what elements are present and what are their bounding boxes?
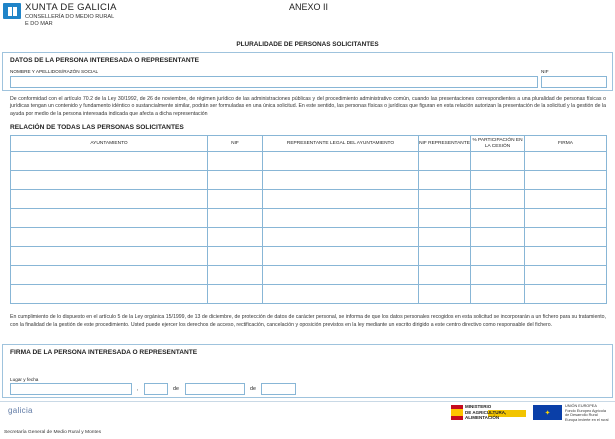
column-header-representante: REPRESENTANTE LEGAL DEL AYUNTAMIENTO [263,136,419,152]
column-header-firma: FIRMA [525,136,607,152]
brand-department-line1: CONSELLERÍA DO MEDIO RURAL [25,14,115,20]
table-cell[interactable] [471,171,525,190]
applicant-data-section [2,52,613,91]
column-header-nif: NIF [208,136,263,152]
table-cell[interactable] [208,228,263,247]
table-cell[interactable] [263,285,419,304]
ministry-text [465,404,525,421]
table-cell[interactable] [471,247,525,266]
eu-text [565,404,613,422]
table-cell[interactable] [419,190,471,209]
galicia-logo: galicia [8,406,33,415]
data-protection-paragraph: En cumplimiento de lo dispuesto en el artículo 5 de la Ley orgánica 15/1999, de 13 de diciembre, de protección de datos de carácter personal, se informa de que los datos personales recogidos en esta solicitud se incorporarán a un fichero para su tratamiento, con la finalidad de la gestión de este procedimiento. Usted puede ejercer los derechos de acceso, rectificación, cancelación y oposición previstos en la ley mediante un escrito dirigido a este centro directivo como responsable del fichero. [10,314,606,328]
brand-department-line2: E DO MAR [25,20,53,27]
de-separator-1: de [173,386,179,392]
table-cell[interactable] [471,266,525,285]
table-cell[interactable] [525,228,607,247]
ministry-text-line2: DE AGRICULTURA, [465,409,507,415]
table-header-row [11,136,607,152]
eu-text-line4: Europa invierte en el rural [565,417,609,422]
table-cell[interactable] [471,228,525,247]
table-row [11,228,607,247]
table-cell[interactable] [419,228,471,247]
table-cell[interactable] [525,152,607,171]
table-cell[interactable] [471,152,525,171]
table-cell[interactable] [471,190,525,209]
table-row [11,152,607,171]
column-header-participacion: % PARTICIPACIÓN EN LA CESIÓN [471,136,525,152]
table-cell[interactable] [11,209,208,228]
de-separator-2: de [250,386,256,392]
table-cell[interactable] [419,247,471,266]
table-cell[interactable] [525,171,607,190]
nif-field[interactable] [541,76,607,88]
applicant-data-heading: DATOS DE LA PERSONA INTERESADA O REPRESENTANTE [10,57,200,64]
department-name: Secretaría General de Medio Rural y Montes [4,430,102,435]
table-cell[interactable] [419,285,471,304]
table-cell[interactable] [208,209,263,228]
comma-separator: , [137,386,139,392]
table-cell[interactable] [419,266,471,285]
table-row [11,209,607,228]
spain-flag-icon [451,405,463,420]
table-cell[interactable] [11,171,208,190]
annex-label: ANEXO II [289,2,329,12]
table-cell[interactable] [525,247,607,266]
table-cell[interactable] [471,285,525,304]
eu-text-line3: de Desarrollo Rural [565,413,598,418]
table-cell[interactable] [208,266,263,285]
table-cell[interactable] [419,152,471,171]
table-cell[interactable] [208,152,263,171]
table-cell[interactable] [263,228,419,247]
column-header-ayuntamiento: AYUNTAMIENTO [11,136,208,152]
xunta-logo-icon [3,3,21,19]
table-cell[interactable] [11,190,208,209]
table-row [11,171,607,190]
day-field[interactable] [144,383,168,395]
table-cell[interactable] [525,266,607,285]
table-cell[interactable] [208,171,263,190]
table-cell[interactable] [419,209,471,228]
place-field[interactable] [10,383,132,395]
eu-text-line2: Fondo Europeo Agrícola [565,408,606,413]
table-cell[interactable] [263,247,419,266]
table-cell[interactable] [419,171,471,190]
table-cell[interactable] [208,247,263,266]
table-row [11,190,607,209]
footer-divider [0,401,615,402]
name-field[interactable] [10,76,538,88]
ministry-text-line1: MINISTERIO [465,404,492,409]
table-cell[interactable] [471,209,525,228]
eu-text-line1: UNIÓN EUROPEA [565,404,597,408]
legal-notice-paragraph: De conformidad con el artículo 70.2 de la Ley 30/1992, de 26 de noviembre, de régimen jurídico de las administraciones públicas y del procedimiento administrativo común, cuando las presentaciones correspondientes a una pluralidad de personas físicas o jurídicas tengan un contenido y fundamento idéntico o sustancialmente similar, podrán ser formuladas en una única solicitud. En este sentido, las personas físicas o jurídicas que figuran en esta relación autorizan la presentación de la solicitud y la gestión de la ayuda por medio de la persona interesada indicada que afecta a dicha representación [10,96,606,117]
table-cell[interactable] [11,228,208,247]
table-cell[interactable] [525,190,607,209]
table-cell[interactable] [11,152,208,171]
brand-name: XUNTA DE GALICIA [25,2,117,13]
month-field[interactable] [185,383,245,395]
table-cell[interactable] [263,190,419,209]
table-cell[interactable] [11,266,208,285]
table-cell[interactable] [263,152,419,171]
table-row [11,247,607,266]
applicants-list-heading: RELACIÓN DE TODAS LAS PERSONAS SOLICITANTES [10,124,184,131]
table-cell[interactable] [525,209,607,228]
place-date-label: Lugar y fecha [10,377,39,382]
table-row [11,266,607,285]
table-cell[interactable] [263,266,419,285]
applicants-table [10,135,606,304]
table-row [11,285,607,304]
table-cell[interactable] [11,247,208,266]
table-cell[interactable] [11,285,208,304]
table-cell[interactable] [263,209,419,228]
table-cell[interactable] [208,190,263,209]
year-field[interactable] [261,383,296,395]
document-title: PLURALIDADE DE PERSONAS SOLICITANTES [236,41,379,48]
table-cell[interactable] [263,171,419,190]
eu-flag-icon: ✦ [533,405,562,420]
brand-department [25,14,114,27]
name-label: NOMBRE Y APELLIDOS/RAZÓN SOCIAL [10,69,99,74]
table-cell[interactable] [525,285,607,304]
signature-section [2,344,613,398]
ministry-text-line3: ALIMENTACIÓN [465,415,500,420]
column-header-nif-representante: NIF REPRESENTANTE [419,136,471,152]
nif-label: NIF [541,69,549,74]
table-cell[interactable] [208,285,263,304]
page-header [0,0,615,38]
signature-heading: FIRMA DE LA PERSONA INTERESADA O REPRESENTANTE [10,349,198,356]
